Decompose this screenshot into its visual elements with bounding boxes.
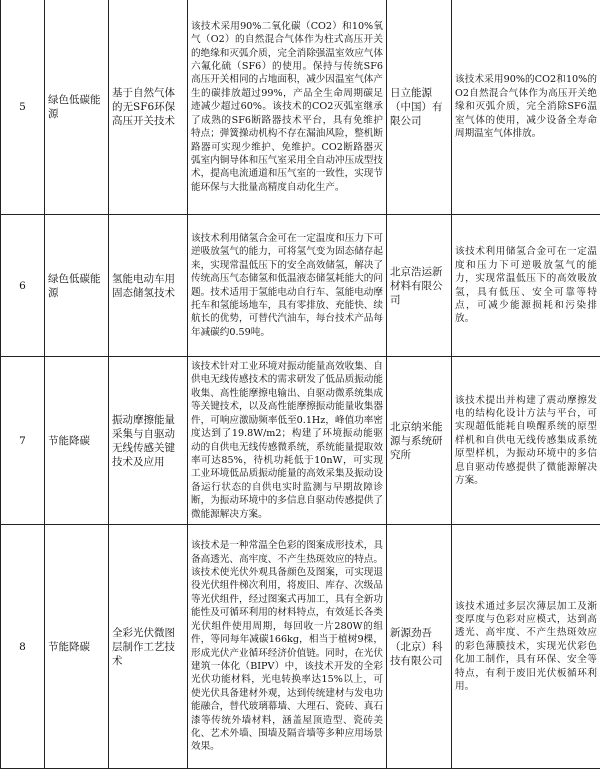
row-number: 7 [1, 357, 45, 525]
row-number: 6 [1, 215, 45, 357]
table-row [1, 357, 600, 525]
organization-cell: 北京纳米能源与系统研究所 [387, 357, 452, 525]
description-cell: 该技术利用储氢合金可在一定温度和压力下可逆吸放氢气的能力，可将氢气变为固态储存起来，实现常温低压下的安全高效储氢，解决了传统高压气态储氢和低温液态储氢耗能大的问题。技术适用于氢能电动自行车、氢能电动摩托车和氢能场地车，具有零排放、充能快、续航长的优势，可替代汽油车，每台技术产品每年减碳约0.59吨。 [188, 215, 387, 357]
description-cell: 该技术针对工业环境对振动能量高效收集、自供电无线传感技术的需求研发了低品质振动能收集、高性能摩擦电输出、自驱动微系统集成等关键技术，以及高性能摩擦振动能量收集器件，可响应激励频率低至0.1Hz，峰值功率密度达到了19.8W/m2；构建了环境振动能驱动的自供电无线传感微系统，系统能量提取效率可达85%，待机功耗低于10nW，可实现工业环境低品质振动能量的高效采集及振动设备运行状态的自供电实时监测与早期故障诊断，为振动环境中的多信息自驱动传感提供了微能源解决方案。 [188, 357, 387, 525]
category-cell: 绿色低碳能源 [45, 215, 109, 357]
technology-name-cell: 氢能电动车用固态储氢技术 [109, 215, 188, 357]
effect-cell: 该技术利用储氢合金可在一定温度和压力下可逆吸放氢气的能力，实现常温低压下的高效吸放氢，具有低压、安全可靠等特点，可减少能源损耗和污染排放。 [452, 215, 600, 357]
table-row [1, 525, 600, 769]
table-row [1, 0, 600, 215]
description-cell: 该技术是一种常温全色彩的图案成形技术，具备高透光、高牢度、不产生热斑效应的特点。该技术使光伏外观具备颜色及图案，可实现退役光伏组件梯次利用，将废旧、库存、次级品等光伏组件，经过图案式再加工，具有全新功能性及可循环利用的材料特点，有效延长各类光伏组件使用周期，每回收一片280W的组件，等同每年减碳166kg，相当于植树9棵，形成光伏产业循环经济价值链。同时，在光伏建筑一体化（BIPV）中，该技术开发的全彩光伏功能材料，光电转换率达15%以上，可使光伏具备建材外观，达到传统建材与发电功能融合，替代玻璃幕墙、大理石、瓷砖、真石漆等传统外墙材料，涵盖屋顶造型、瓷砖美化、艺术外墙、围墙及隔音墙等多种应用场景效果。 [188, 525, 387, 769]
technology-name-cell: 基于自然气体的无SF6环保高压开关技术 [109, 0, 188, 215]
organization-cell: 日立能源（中国）有限公司 [387, 0, 452, 215]
technology-name-cell: 全彩光伏微图层制作工艺技术 [109, 525, 188, 769]
row-number: 5 [1, 0, 45, 215]
organization-cell: 新源劲吾（北京）科技有限公司 [387, 525, 452, 769]
description-cell: 该技术采用90%二氧化碳（CO2）和10%氧气（O2）的自然混合气体作为柱式高压开关的绝缘和灭弧介质，完全消除强温室效应气体六氟化硫（SF6）的使用。保持与传统SF6高压开关相同的占地面积，减少因温室气体产生的碳排放超过99%，产品全生命周期碳足迹减少超过60%。该技术的CO2灭弧室继承了成熟的SF6断路器技术平台，具有免维护特点；弹簧操动机构不存在漏油风险，整机断路器可实现少维护、免维护。CO2断路器灭弧室内铜导体和压气室采用全自动冲压成型技术，提高电流通道和压气室的一致性，实现节能环保与大批量高精度自动化生产。 [188, 0, 387, 215]
effect-cell: 该技术通过多层次薄层加工及渐变厚度与色彩对应模式，达到高透光、高牢度、不产生热斑效应的彩色薄膜技术，实现光伏彩色化加工制作，具有环保、安全等特点，有利于废旧光伏板循环利用。 [452, 525, 600, 769]
organization-cell: 北京浩运新材料有限公司 [387, 215, 452, 357]
technology-name-cell: 振动摩擦能量采集与自驱动无线传感关键技术及应用 [109, 357, 188, 525]
effect-cell: 该技术采用90%的CO2和10%的O2自然混合气体作为高压开关绝缘和灭弧介质，完全消除SF6温室气体的使用，减少设备全寿命周期温室气体排放。 [452, 0, 600, 215]
category-cell: 绿色低碳能源 [45, 0, 109, 215]
effect-cell: 该技术提出并构建了震动摩擦发电的结构化设计方法与平台，可实现超低能耗自唤醒系统的原型样机和自供电无线传感集成系统原型样机，为振动环境中的多信息自驱动传感提供了微能源解决方案。 [452, 357, 600, 525]
row-number: 8 [1, 525, 45, 769]
table-row [1, 215, 600, 357]
category-cell: 节能降碳 [45, 525, 109, 769]
category-cell: 节能降碳 [45, 357, 109, 525]
